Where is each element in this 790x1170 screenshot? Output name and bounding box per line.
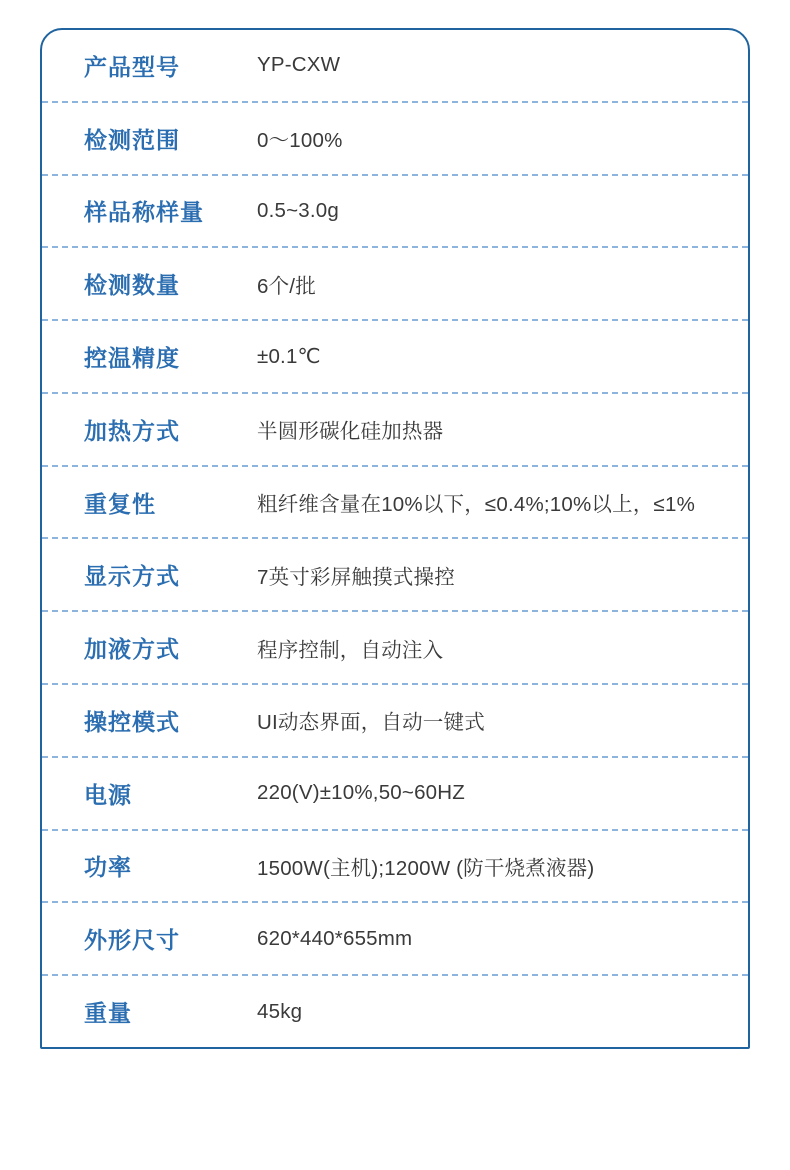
spec-label: 加热方式 xyxy=(84,417,180,444)
spec-row xyxy=(42,30,748,101)
spec-label: 显示方式 xyxy=(84,563,180,590)
spec-row xyxy=(42,101,748,174)
product-spec-card xyxy=(40,28,750,1049)
spec-row xyxy=(42,901,748,974)
spec-label: 外形尺寸 xyxy=(84,927,180,954)
spec-label: 操控模式 xyxy=(84,708,180,735)
spec-label: 加液方式 xyxy=(84,636,180,663)
spec-row xyxy=(42,829,748,902)
spec-row xyxy=(42,610,748,683)
spec-value: 1500W(主机);1200W (防干烧煮液器) xyxy=(257,856,595,880)
spec-value: 620*440*655mm xyxy=(257,926,413,950)
spec-value: 45kg xyxy=(257,999,303,1023)
spec-label: 功率 xyxy=(84,854,132,881)
spec-value: 6个/批 xyxy=(257,274,316,298)
spec-row xyxy=(42,974,748,1047)
spec-row xyxy=(42,246,748,319)
spec-label: 重量 xyxy=(84,1000,132,1027)
spec-value: 7英寸彩屏触摸式操控 xyxy=(257,565,455,589)
spec-value: 0.5~3.0g xyxy=(257,198,339,222)
spec-label: 控温精度 xyxy=(84,345,180,372)
spec-value: 220(V)±10%,50~60HZ xyxy=(257,781,466,805)
spec-value: 粗纤维含量在10%以下，≤0.4%;10%以上，≤1% xyxy=(257,493,696,517)
spec-value: 半圆形碳化硅加热器 xyxy=(257,420,444,444)
spec-label: 样品称样量 xyxy=(84,199,204,226)
spec-value: 程序控制，自动注入 xyxy=(257,638,444,662)
spec-value: UI动态界面，自动一键式 xyxy=(257,711,485,735)
spec-label: 电源 xyxy=(84,781,132,808)
spec-label: 重复性 xyxy=(84,490,156,517)
spec-row xyxy=(42,683,748,756)
spec-value: YP-CXW xyxy=(257,53,341,77)
spec-row xyxy=(42,756,748,829)
spec-label: 检测数量 xyxy=(84,272,180,299)
spec-row xyxy=(42,319,748,392)
spec-row xyxy=(42,537,748,610)
spec-label: 检测范围 xyxy=(84,126,180,153)
spec-row xyxy=(42,174,748,247)
spec-row xyxy=(42,392,748,465)
spec-label: 产品型号 xyxy=(84,53,180,80)
spec-value: 0〜100% xyxy=(257,129,343,153)
spec-value: ±0.1℃ xyxy=(257,345,321,369)
spec-row xyxy=(42,465,748,538)
